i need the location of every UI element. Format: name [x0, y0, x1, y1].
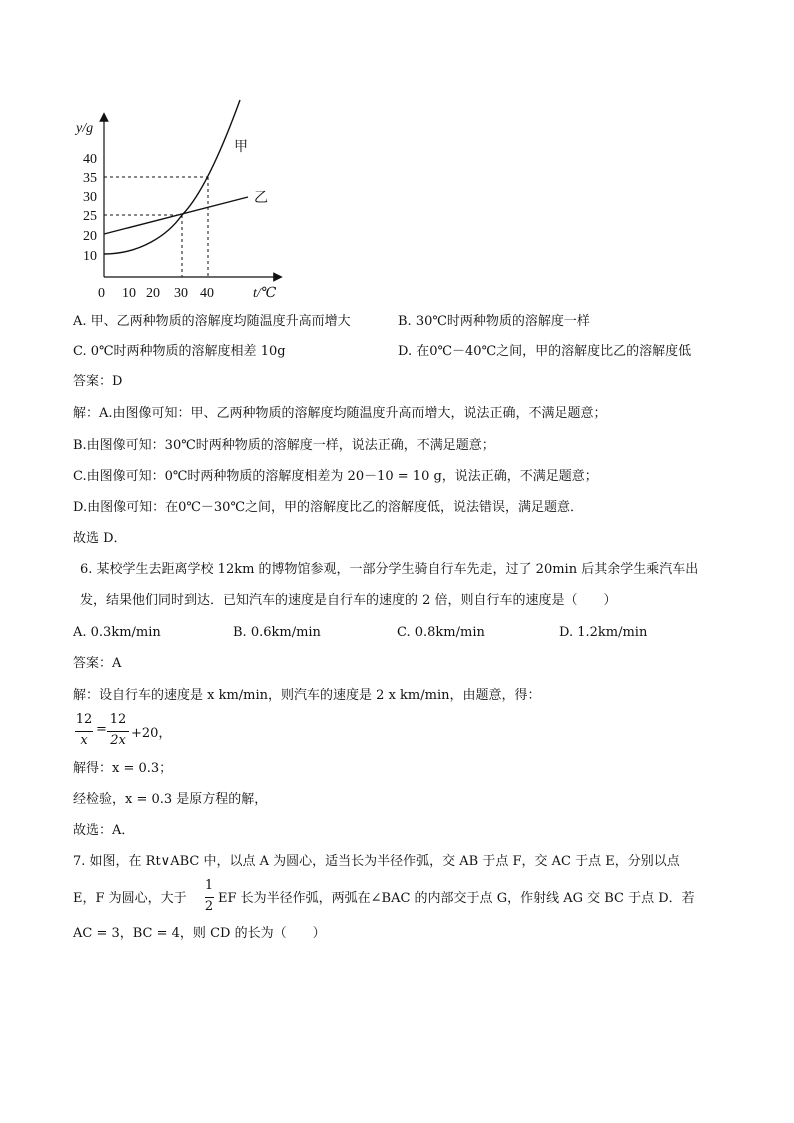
y-tick: 40	[83, 152, 97, 167]
x-tick: 30	[174, 286, 188, 301]
q7-line-1: 7. 如图，在 Rt∨ABC 中，以点 A 为圆心，适当长为半径作弧，交 AB 于点 F，交 AC 于点 E，分别以点	[73, 854, 680, 869]
solubility-graph	[60, 95, 300, 310]
q5-solution-d: D.由图像可知：在0℃－30℃之间，甲的溶解度比乙的溶解度低，说法错误，满足题意．	[73, 500, 583, 515]
y-tick: 25	[83, 209, 97, 224]
q6-solve: 解得：x = 0.3；	[73, 761, 173, 776]
x-tick: 40	[200, 286, 214, 301]
y-tick: 20	[83, 229, 97, 244]
x-tick: 0	[98, 286, 105, 301]
y-tick: 35	[83, 171, 97, 186]
q5-answer: 答案：D	[73, 374, 123, 389]
q6-answer: 答案：A	[73, 656, 122, 671]
eq-numerator-left: 12	[75, 712, 93, 727]
eq-numerator-right: 12	[109, 712, 127, 727]
x-axis-label: t/℃	[253, 286, 277, 301]
q5-option-a: A. 甲、乙两种物质的溶解度均随温度升高而增大	[73, 314, 351, 329]
eq-denominator-right: 2x	[110, 733, 126, 748]
q5-option-b: B. 30℃时两种物质的溶解度一样	[398, 314, 590, 329]
half-numerator: 1	[204, 878, 214, 893]
q7-line-2-pre: E，F 为圆心，大于	[73, 891, 187, 906]
curve-yi-label: 乙	[254, 191, 268, 206]
y-axis-label: y/g	[76, 121, 94, 136]
q6-equation	[73, 712, 193, 752]
x-tick: 20	[146, 286, 160, 301]
eq-tail: +20，	[131, 726, 172, 741]
curve-jia-label: 甲	[234, 140, 248, 155]
x-tick: 10	[122, 286, 136, 301]
eq-equals: =	[96, 722, 107, 737]
q6-option-a: A. 0.3km/min	[73, 625, 161, 640]
q6-option-d: D. 1.2km/min	[559, 625, 648, 640]
q6-check: 经检验，x = 0.3 是原方程的解，	[73, 792, 268, 807]
q5-conclusion: 故选 D．	[73, 531, 127, 546]
q6-option-b: B. 0.6km/min	[233, 625, 321, 640]
eq-denominator-left: x	[80, 733, 88, 748]
q6-option-c: C. 0.8km/min	[397, 625, 485, 640]
half-denominator: 2	[204, 899, 214, 914]
y-tick: 30	[83, 190, 97, 205]
q6-stem-line-1: 6. 某校学生去距离学校 12km 的博物馆参观，一部分学生骑自行车先走，过了 20min 后其余学生乘汽车出	[80, 562, 699, 577]
q5-solution-b: B.由图像可知：30℃时两种物质的溶解度一样，说法正确，不满足题意；	[73, 438, 495, 453]
q6-solution-setup: 解：设自行车的速度是 x km/min，则汽车的速度是 2 x km/min，由题意，得：	[73, 688, 541, 703]
y-tick: 10	[83, 249, 97, 264]
q5-solution-c: C.由图像可知：0℃时两种物质的溶解度相差为 20－10 = 10 g，说法正确，不满足题意；	[73, 469, 598, 484]
q6-conclusion: 故选：A．	[73, 823, 135, 838]
q7-line-2-post: EF 长为半径作弧，两弧在∠BAC 的内部交于点 G，作射线 AG 交 BC 于点 D．若	[218, 891, 695, 906]
q6-stem-line-2: 发，结果他们同时到达．已知汽车的速度是自行车的速度的 2 倍，则自行车的速度是（ ）	[80, 593, 617, 608]
q5-option-c: C. 0℃时两种物质的溶解度相差 10g	[73, 344, 286, 359]
q7-line-3: AC = 3，BC = 4，则 CD 的长为（ ）	[73, 926, 326, 941]
q5-solution-a: 解：A.由图像可知：甲、乙两种物质的溶解度均随温度升高而增大，说法正确，不满足题意；	[73, 406, 607, 421]
q5-option-d: D. 在0℃－40℃之间，甲的溶解度比乙的溶解度低	[398, 344, 692, 359]
curve-yi	[104, 197, 248, 234]
